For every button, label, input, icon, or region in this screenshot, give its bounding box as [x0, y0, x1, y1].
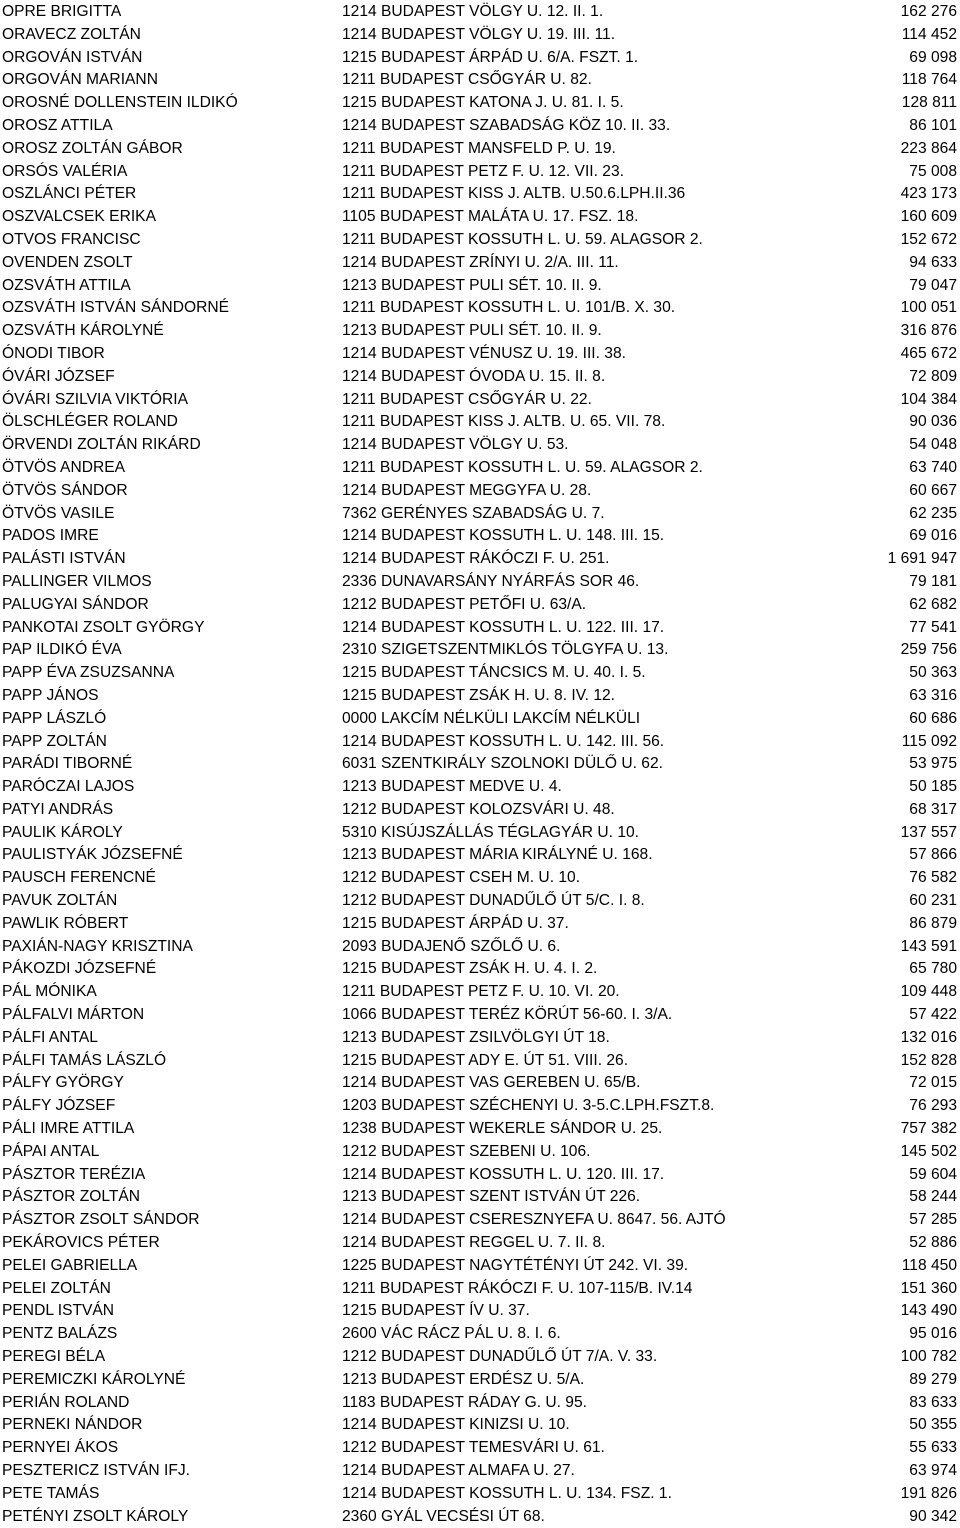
address: 1105 BUDAPEST MALÁTA U. 17. FSZ. 18. [342, 208, 639, 226]
person-name: PEREGI BÉLA [2, 1348, 106, 1366]
person-name: PALÁSTI ISTVÁN [2, 550, 126, 568]
amount: 90 342 [909, 1507, 957, 1525]
amount: 423 173 [900, 185, 957, 203]
person-name: PERNYEI ÁKOS [2, 1439, 119, 1457]
person-name: OZSVÁTH KÁROLYNÉ [2, 322, 164, 340]
person-name: PAPP LÁSZLÓ [2, 709, 107, 727]
address: 1214 BUDAPEST KOSSUTH L. U. 142. III. 56. [342, 732, 665, 750]
table-row [0, 1027, 960, 1050]
amount: 89 279 [909, 1370, 957, 1388]
table-row [0, 47, 960, 70]
table-row [0, 115, 960, 138]
amount: 68 317 [909, 800, 957, 818]
amount: 86 101 [909, 116, 957, 134]
address: 1211 BUDAPEST CSŐGYÁR U. 82. [342, 71, 592, 89]
table-row [0, 1300, 960, 1323]
person-name: PAPP ÉVA ZSUZSANNA [2, 664, 175, 682]
table-row [0, 753, 960, 776]
table-row [0, 229, 960, 252]
address: 1212 BUDAPEST TEMESVÁRI U. 61. [342, 1439, 605, 1457]
table-row [0, 1095, 960, 1118]
address: 1214 BUDAPEST KOSSUTH L. U. 122. III. 17. [342, 618, 665, 636]
table-row [0, 1437, 960, 1460]
person-name: OSZLÁNCI PÉTER [2, 185, 137, 203]
amount: 77 541 [909, 618, 957, 636]
person-name: PÁLFI ANTAL [2, 1028, 98, 1046]
person-name: PÁLFI TAMÁS LÁSZLÓ [2, 1051, 167, 1069]
address: 1212 BUDAPEST DUNADŰLŐ ÚT 7/A. V. 33. [342, 1348, 658, 1366]
address: 1213 BUDAPEST PULI SÉT. 10. II. 9. [342, 322, 602, 340]
table-row [0, 1369, 960, 1392]
amount: 60 231 [909, 892, 957, 910]
person-name: PADOS IMRE [2, 527, 99, 545]
amount: 162 276 [900, 3, 957, 20]
person-name: PARÓCZAI LAJOS [2, 778, 135, 796]
person-name: PEREMICZKI KÁROLYNÉ [2, 1370, 186, 1388]
person-name: PERNEKI NÁNDOR [2, 1416, 143, 1434]
person-name: PARÁDI TIBORNÉ [2, 755, 133, 773]
person-name: PÁKOZDI JÓZSEFNÉ [2, 960, 157, 978]
address: 1214 BUDAPEST REGGEL U. 7. II. 8. [342, 1234, 606, 1252]
amount: 132 016 [900, 1028, 957, 1046]
address: 1214 BUDAPEST ÓVODA U. 15. II. 8. [342, 367, 606, 385]
person-name: ORSÓS VALÉRIA [2, 162, 128, 180]
person-name: PETÉNYI ZSOLT KÁROLY [2, 1507, 189, 1525]
address: 6031 SZENTKIRÁLY SZOLNOKI DÜLŐ U. 62. [342, 755, 663, 773]
address: 1213 BUDAPEST SZENT ISTVÁN ÚT 226. [342, 1188, 641, 1206]
table-row [0, 1346, 960, 1369]
person-name: OZSVÁTH ATTILA [2, 276, 131, 294]
person-name: PAPP ZOLTÁN [2, 732, 107, 750]
table-row [0, 913, 960, 936]
address: 1214 BUDAPEST ALMAFA U. 27. [342, 1462, 575, 1479]
table-row [0, 434, 960, 457]
address: 7362 GERÉNYES SZABADSÁG U. 7. [342, 504, 605, 522]
address: 1215 BUDAPEST ZSÁK H. U. 8. IV. 12. [342, 686, 616, 704]
person-name: OZSVÁTH ISTVÁN SÁNDORNÉ [2, 299, 230, 317]
person-name: ÖLSCHLÉGER ROLAND [2, 413, 178, 431]
table-row [0, 1255, 960, 1278]
address: 1212 BUDAPEST SZEBENI U. 106. [342, 1142, 591, 1160]
person-name: PANKOTAI ZSOLT GYÖRGY [2, 618, 205, 636]
person-name: PESZTERICZ ISTVÁN IFJ. [2, 1462, 191, 1479]
table-row [0, 731, 960, 754]
address: 1183 BUDAPEST RÁDAY G. U. 95. [342, 1393, 587, 1411]
person-name: PÁLI IMRE ATTILA [2, 1120, 135, 1138]
person-name: PÁSZTOR ZSOLT SÁNDOR [2, 1211, 200, 1229]
amount: 57 285 [909, 1211, 957, 1229]
amount: 115 092 [901, 732, 957, 750]
table-row [0, 366, 960, 389]
table-row [0, 1164, 960, 1187]
table-row [0, 24, 960, 47]
amount: 118 450 [901, 1256, 957, 1274]
amount: 104 384 [900, 390, 957, 408]
amount: 63 974 [909, 1462, 957, 1479]
table-row [0, 320, 960, 343]
table-row [0, 594, 960, 617]
person-name: PELEI ZOLTÁN [2, 1279, 111, 1297]
table-row [0, 389, 960, 412]
person-name: PAUSCH FERENCNÉ [2, 869, 156, 887]
person-name: PÁSZTOR TERÉZIA [2, 1165, 146, 1183]
person-name: PENTZ BALÁZS [2, 1325, 118, 1343]
address: 1066 BUDAPEST TERÉZ KÖRÚT 56-60. I. 3/A. [342, 1006, 673, 1024]
table-row [0, 1209, 960, 1232]
address: 1211 BUDAPEST KISS J. ALTB. U.50.6.LPH.II.36 [342, 185, 686, 203]
amount: 100 051 [900, 299, 957, 317]
table-row [0, 1414, 960, 1437]
address: 5310 KISÚJSZÁLLÁS TÉGLAGYÁR U. 10. [342, 823, 639, 841]
amount: 137 557 [900, 823, 957, 841]
address: 1214 BUDAPEST MEGGYFA U. 28. [342, 481, 592, 499]
amount: 128 811 [901, 94, 957, 112]
amount: 69 098 [909, 48, 957, 66]
amount: 65 780 [909, 960, 957, 978]
address: 1215 BUDAPEST ÁRPÁD U. 6/A. FSZT. 1. [342, 48, 639, 66]
address: 1213 BUDAPEST MÁRIA KIRÁLYNÉ U. 168. [342, 846, 653, 864]
table-row [0, 275, 960, 298]
amount: 75 008 [909, 162, 957, 180]
person-name: PÁSZTOR ZOLTÁN [2, 1188, 141, 1206]
amount: 94 633 [909, 253, 957, 271]
address: 1225 BUDAPEST NAGYTÉTÉNYI ÚT 242. VI. 39. [342, 1256, 689, 1274]
amount: 114 452 [901, 25, 957, 43]
table-row [0, 92, 960, 115]
address: 1203 BUDAPEST SZÉCHENYI U. 3-5.C.LPH.FSZT.8. [342, 1097, 715, 1115]
address: 2360 GYÁL VECSÉSI ÚT 68. [342, 1507, 545, 1525]
person-name: PAPP JÁNOS [2, 686, 99, 704]
person-name: ORGOVÁN ISTVÁN [2, 48, 143, 66]
person-name: PAVUK ZOLTÁN [2, 892, 118, 910]
person-name: OROSZ ATTILA [2, 116, 113, 134]
address: 1238 BUDAPEST WEKERLE SÁNDOR U. 25. [342, 1120, 663, 1138]
person-name: PALLINGER VILMOS [2, 572, 152, 590]
person-name: OPRE BRIGITTA [2, 3, 122, 20]
person-name: PEKÁROVICS PÉTER [2, 1234, 160, 1252]
table-row [0, 457, 960, 480]
table-row [0, 1186, 960, 1209]
amount: 53 975 [909, 755, 957, 773]
person-name: ORGOVÁN MARIANN [2, 71, 158, 89]
amount: 60 667 [909, 481, 957, 499]
amount: 223 864 [900, 139, 957, 157]
amount: 118 764 [901, 71, 957, 89]
amount: 79 181 [909, 572, 957, 590]
amount: 1 691 947 [887, 550, 957, 568]
table-row [0, 252, 960, 275]
table-row [0, 1, 960, 24]
person-name: ÓVÁRI JÓZSEF [2, 367, 115, 385]
amount: 86 879 [909, 914, 957, 932]
amount: 83 633 [909, 1393, 957, 1411]
address: 1214 BUDAPEST KOSSUTH L. U. 148. III. 15. [342, 527, 665, 545]
table-row [0, 981, 960, 1004]
address: 1214 BUDAPEST VÉNUSZ U. 19. III. 38. [342, 344, 626, 362]
amount: 50 185 [909, 778, 957, 796]
amount: 59 604 [909, 1165, 957, 1183]
amount: 69 016 [909, 527, 957, 545]
amount: 57 422 [909, 1006, 957, 1024]
table-row [0, 480, 960, 503]
amount: 72 015 [909, 1074, 957, 1092]
table-row [0, 662, 960, 685]
table-row [0, 685, 960, 708]
table-row [0, 138, 960, 161]
address: 1215 BUDAPEST KATONA J. U. 81. I. 5. [342, 94, 624, 112]
amount: 160 609 [900, 208, 957, 226]
address: 1211 BUDAPEST PETZ F. U. 12. VII. 23. [342, 162, 624, 180]
address: 1214 BUDAPEST RÁKÓCZI F. U. 251. [342, 550, 610, 568]
amount: 465 672 [900, 344, 957, 362]
table-row [0, 1278, 960, 1301]
table-row [0, 1323, 960, 1346]
person-name: OROSZ ZOLTÁN GÁBOR [2, 139, 183, 157]
table-row [0, 1460, 960, 1483]
amount: 100 782 [900, 1348, 957, 1366]
address: 1213 BUDAPEST MEDVE U. 4. [342, 778, 562, 796]
table-row [0, 799, 960, 822]
table-row [0, 297, 960, 320]
person-name: PÁPAI ANTAL [2, 1142, 100, 1160]
address: 1212 BUDAPEST CSEH M. U. 10. [342, 869, 581, 887]
person-name: PERIÁN ROLAND [2, 1393, 130, 1411]
amount: 76 293 [909, 1097, 957, 1115]
amount: 143 490 [900, 1302, 957, 1320]
person-name: ÖTVÖS ANDREA [2, 458, 126, 476]
table-row [0, 343, 960, 366]
person-name: PENDL ISTVÁN [2, 1302, 115, 1320]
table-row [0, 1118, 960, 1141]
person-name: PÁLFY JÓZSEF [2, 1097, 116, 1115]
address: 1214 BUDAPEST VÖLGY U. 19. III. 11. [342, 25, 616, 43]
address: 2093 BUDAJENŐ SZŐLŐ U. 6. [342, 937, 561, 955]
amount: 72 809 [909, 367, 957, 385]
person-name: PALUGYAI SÁNDOR [2, 595, 149, 613]
table-row [0, 708, 960, 731]
table-row [0, 1072, 960, 1095]
address: 1213 BUDAPEST ZSILVÖLGYI ÚT 18. [342, 1028, 610, 1046]
amount: 259 756 [900, 641, 957, 659]
amount: 109 448 [900, 983, 957, 1001]
amount: 316 876 [900, 322, 957, 340]
person-name: PAULISTYÁK JÓZSEFNÉ [2, 846, 183, 864]
table-row [0, 776, 960, 799]
amount: 54 048 [909, 436, 957, 454]
person-name: PAXIÁN-NAGY KRISZTINA [2, 937, 193, 955]
address: 1212 BUDAPEST KOLOZSVÁRI U. 48. [342, 800, 615, 818]
table-row [0, 867, 960, 890]
person-name: ÖTVÖS SÁNDOR [2, 481, 128, 499]
address: 1211 BUDAPEST KISS J. ALTB. U. 65. VII. 78. [342, 413, 666, 431]
table-row [0, 548, 960, 571]
person-name: PATYI ANDRÁS [2, 800, 114, 818]
person-name: OVENDEN ZSOLT [2, 253, 133, 271]
table-row [0, 69, 960, 92]
table-row [0, 844, 960, 867]
amount: 57 866 [909, 846, 957, 864]
amount: 63 740 [909, 458, 957, 476]
amount: 191 826 [900, 1484, 957, 1502]
address: 1211 BUDAPEST MANSFELD P. U. 19. [342, 139, 616, 157]
table-row [0, 411, 960, 434]
table-row [0, 958, 960, 981]
address: 1211 BUDAPEST CSŐGYÁR U. 22. [342, 390, 592, 408]
address: 1211 BUDAPEST KOSSUTH L. U. 101/B. X. 30. [342, 299, 676, 317]
amount: 143 591 [900, 937, 957, 955]
address: 1213 BUDAPEST ERDÉSZ U. 5/A. [342, 1370, 585, 1388]
address: 1214 BUDAPEST KOSSUTH L. U. 134. FSZ. 1. [342, 1484, 672, 1502]
person-name: PÁLFALVI MÁRTON [2, 1006, 145, 1024]
address: 1211 BUDAPEST KOSSUTH L. U. 59. ALAGSOR 2. [342, 458, 703, 476]
table-row [0, 1483, 960, 1506]
amount: 55 633 [909, 1439, 957, 1457]
amount: 50 363 [909, 664, 957, 682]
table-row [0, 206, 960, 229]
table-row [0, 936, 960, 959]
address: 1214 BUDAPEST KOSSUTH L. U. 120. III. 17. [342, 1165, 665, 1183]
address: 1211 BUDAPEST PETZ F. U. 10. VI. 20. [342, 983, 620, 1001]
amount: 95 016 [909, 1325, 957, 1343]
amount: 76 582 [909, 869, 957, 887]
amount: 58 244 [909, 1188, 957, 1206]
amount: 62 235 [909, 504, 957, 522]
address: 1215 BUDAPEST ADY E. ÚT 51. VIII. 26. [342, 1051, 629, 1069]
address: 1215 BUDAPEST TÁNCSICS M. U. 40. I. 5. [342, 664, 646, 682]
amount: 52 886 [909, 1234, 957, 1252]
amount: 145 502 [900, 1142, 957, 1160]
person-name: ÖTVÖS VASILE [2, 504, 115, 522]
address: 1215 BUDAPEST ÁRPÁD U. 37. [342, 914, 569, 932]
address: 1214 BUDAPEST CSERESZNYEFA U. 8647. 56. AJTÓ [342, 1211, 726, 1229]
address: 1214 BUDAPEST VÖLGY U. 12. II. 1. [342, 3, 604, 20]
amount: 60 686 [909, 709, 957, 727]
address: 1214 BUDAPEST VAS GEREBEN U. 65/B. [342, 1074, 641, 1092]
table-row [0, 1506, 960, 1528]
address: 2310 SZIGETSZENTMIKLÓS TÖLGYFA U. 13. [342, 641, 669, 659]
table-row [0, 639, 960, 662]
table-row [0, 503, 960, 526]
address: 1214 BUDAPEST KINIZSI U. 10. [342, 1416, 570, 1434]
table-row [0, 1392, 960, 1415]
address: 1211 BUDAPEST RÁKÓCZI F. U. 107-115/B. IV.14 [342, 1279, 693, 1297]
table-row [0, 161, 960, 184]
address: 1215 BUDAPEST ZSÁK H. U. 4. I. 2. [342, 960, 598, 978]
person-name: PAULIK KÁROLY [2, 823, 123, 841]
table-row [0, 1050, 960, 1073]
person-name: PETE TAMÁS [2, 1484, 100, 1502]
person-name: ÓVÁRI SZILVIA VIKTÓRIA [2, 390, 189, 408]
person-name: PÁLFY GYÖRGY [2, 1074, 124, 1092]
amount: 152 672 [900, 230, 957, 248]
amount: 152 828 [900, 1051, 957, 1069]
amount: 757 382 [900, 1120, 957, 1138]
amount: 151 360 [900, 1279, 957, 1297]
person-name: PELEI GABRIELLA [2, 1256, 138, 1274]
person-name: OTVOS FRANCISC [2, 230, 141, 248]
table-row [0, 525, 960, 548]
person-name: ÖRVENDI ZOLTÁN RIKÁRD [2, 436, 201, 454]
amount: 63 316 [909, 686, 957, 704]
table-row [0, 1004, 960, 1027]
address: 1214 BUDAPEST ZRÍNYI U. 2/A. III. 11. [342, 253, 619, 271]
table-row [0, 617, 960, 640]
address: 1214 BUDAPEST SZABADSÁG KÖZ 10. II. 33. [342, 116, 671, 134]
person-name: PAP ILDIKÓ ÉVA [2, 641, 122, 659]
table-row [0, 571, 960, 594]
address: 1213 BUDAPEST PULI SÉT. 10. II. 9. [342, 276, 602, 294]
table-row [0, 183, 960, 206]
person-name: PÁL MÓNIKA [2, 983, 97, 1001]
table-row [0, 1141, 960, 1164]
address: 1215 BUDAPEST ÍV U. 37. [342, 1302, 530, 1320]
amount: 79 047 [909, 276, 957, 294]
table-row [0, 822, 960, 845]
address: 1214 BUDAPEST VÖLGY U. 53. [342, 436, 569, 454]
amount: 62 682 [909, 595, 957, 613]
address: 1212 BUDAPEST DUNADŰLŐ ÚT 5/C. I. 8. [342, 892, 645, 910]
table-row [0, 1232, 960, 1255]
table-row [0, 890, 960, 913]
address: 1212 BUDAPEST PETŐFI U. 63/A. [342, 595, 587, 613]
person-name: ORAVECZ ZOLTÁN [2, 25, 141, 43]
person-name: OROSNÉ DOLLENSTEIN ILDIKÓ [2, 94, 238, 112]
amount: 90 036 [909, 413, 957, 431]
amount: 50 355 [909, 1416, 957, 1434]
person-name: OSZVALCSEK ERIKA [2, 208, 156, 226]
address: 0000 LAKCÍM NÉLKÜLI LAKCÍM NÉLKÜLI [342, 709, 641, 727]
person-name: ÓNODI TIBOR [2, 344, 105, 362]
address: 2600 VÁC RÁCZ PÁL U. 8. I. 6. [342, 1325, 561, 1343]
person-name: PAWLIK RÓBERT [2, 914, 129, 932]
address: 1211 BUDAPEST KOSSUTH L. U. 59. ALAGSOR 2. [342, 230, 703, 248]
address: 2336 DUNAVARSÁNY NYÁRFÁS SOR 46. [342, 572, 640, 590]
